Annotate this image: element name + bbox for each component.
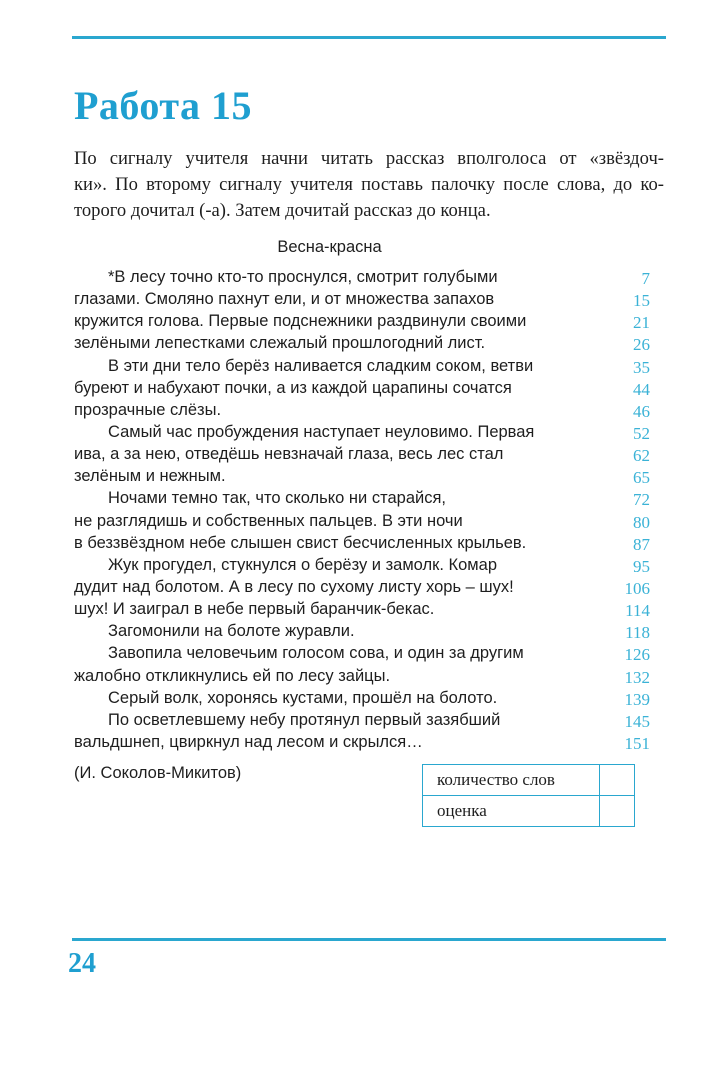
word-count-marker: 7: [641, 269, 650, 288]
word-count-marker: 21: [633, 313, 650, 333]
word-count-cell[interactable]: [600, 765, 635, 796]
story-text: [74, 266, 664, 753]
score-table: [422, 764, 635, 827]
top-rule: [72, 36, 666, 39]
word-count-marker: 26: [633, 335, 650, 355]
word-count-marker: 80: [633, 512, 650, 532]
story-line-text: кружится голова. Первые подснежники раздвинули своими: [74, 312, 527, 331]
story-line: [74, 709, 664, 731]
story-line-text: *В лесу точно кто-то проснулся, смотрит голубыми: [108, 268, 498, 286]
story-line: [74, 377, 664, 399]
story-line-text: не разглядишь и собственных пальцев. В эти ночи: [74, 511, 463, 530]
word-count-marker: 106: [624, 578, 650, 598]
word-count-marker: 15: [633, 291, 650, 311]
instructions-line: торого дочитал (-а). Затем дочитай рассказ до конца.: [74, 200, 491, 221]
story-line: [74, 598, 664, 620]
story-line: [74, 266, 664, 288]
instructions-line: ки». По второму сигналу учителя поставь палочку после слова, до ко-: [74, 174, 664, 195]
story-line-text: Загомонили на болоте журавли.: [108, 622, 355, 641]
story-line: [74, 288, 664, 310]
story-line: [74, 687, 664, 709]
word-count-marker: 139: [624, 689, 650, 709]
story-line-text: ива, а за нею, отведёшь невзначай глаза, весь лес стал: [74, 445, 504, 464]
page-title: Работа 15: [74, 83, 253, 128]
story-line-text: жалобно откликнулись ей по лесу зайцы.: [74, 666, 391, 685]
word-count-row: [423, 765, 635, 796]
story-line: [74, 355, 664, 377]
story-line: [74, 731, 664, 753]
word-count-marker: 44: [633, 379, 650, 399]
word-count-marker: 118: [625, 623, 650, 643]
story-line-text: вальдшнеп, цвиркнул над лесом и скрылся…: [74, 732, 423, 751]
word-count-marker: 145: [624, 711, 650, 731]
story-line: [74, 665, 664, 687]
story-line-text: зелёным и нежным.: [74, 467, 226, 486]
story-line-text: дудит над болотом. А в лесу по сухому листу хорь – шух!: [74, 577, 514, 596]
word-count-marker: 151: [624, 733, 650, 753]
word-count-label: количество слов: [423, 765, 600, 796]
story-line-text: В эти дни тело берёз наливается сладким соком, ветви: [108, 356, 534, 375]
story-author: (И. Соколов-Микитов): [74, 764, 242, 782]
word-count-marker: 87: [633, 534, 650, 554]
story-line-text: прозрачные слёзы.: [74, 400, 222, 419]
word-count-marker: 72: [633, 490, 650, 510]
story-line-text: в беззвёздном небе слышен свист бесчисленных крыльев.: [74, 533, 527, 552]
story-line-text: Завопила человечьим голосом сова, и один за другим: [108, 644, 524, 663]
story-line: [74, 487, 664, 509]
story-line: [74, 421, 664, 443]
story-line: [74, 620, 664, 642]
word-count-marker: 46: [633, 401, 650, 421]
story-line-text: Ночами темно так, что сколько ни старайся,: [108, 489, 446, 508]
story-line: [74, 399, 664, 421]
word-count-marker: 62: [633, 446, 650, 466]
word-count-marker: 126: [624, 645, 650, 665]
word-count-marker: 35: [633, 357, 650, 377]
story-line: [74, 310, 664, 332]
word-count-marker: 132: [624, 667, 650, 687]
story-line-text: Самый час пробуждения наступает неуловимо. Первая: [108, 422, 535, 441]
grade-label: оценка: [423, 796, 600, 827]
story-line-text: глазами. Смоляно пахнут ели, и от множества запахов: [74, 290, 495, 309]
page-number: 24: [68, 948, 96, 979]
story-line-text: По осветлевшему небу протянул первый зазябший: [108, 710, 501, 729]
story-line-text: зелёными лепестками слежалый прошлогодний лист.: [74, 334, 486, 353]
story-line: [74, 443, 664, 465]
story-line: [74, 576, 664, 598]
instructions-line: По сигналу учителя начни читать рассказ вполголоса от «звёздоч-: [74, 148, 664, 169]
story-line-text: Жук прогудел, стукнулся о берёзу и замолк. Комар: [108, 555, 497, 574]
story-title: Весна-красна: [277, 238, 382, 256]
grade-row: [423, 796, 635, 827]
grade-cell[interactable]: [600, 796, 635, 827]
story-line-text: Серый волк, хоронясь кустами, прошёл на болото.: [108, 688, 498, 707]
word-count-marker: 114: [625, 601, 650, 621]
story-line: [74, 510, 664, 532]
instructions: [74, 146, 664, 224]
word-count-marker: 65: [633, 468, 650, 488]
story-line: [74, 554, 664, 576]
story-line: [74, 332, 664, 354]
story-line-text: шух! И заиграл в небе первый баранчик-бекас.: [74, 600, 435, 619]
word-count-marker: 95: [633, 556, 650, 576]
story-line: [74, 532, 664, 554]
story-line: [74, 642, 664, 664]
bottom-rule: [72, 938, 666, 941]
story-line-text: буреют и набухают почки, а из каждой царапины сочатся: [74, 378, 512, 397]
word-count-marker: 52: [633, 423, 650, 443]
story-line: [74, 465, 664, 487]
